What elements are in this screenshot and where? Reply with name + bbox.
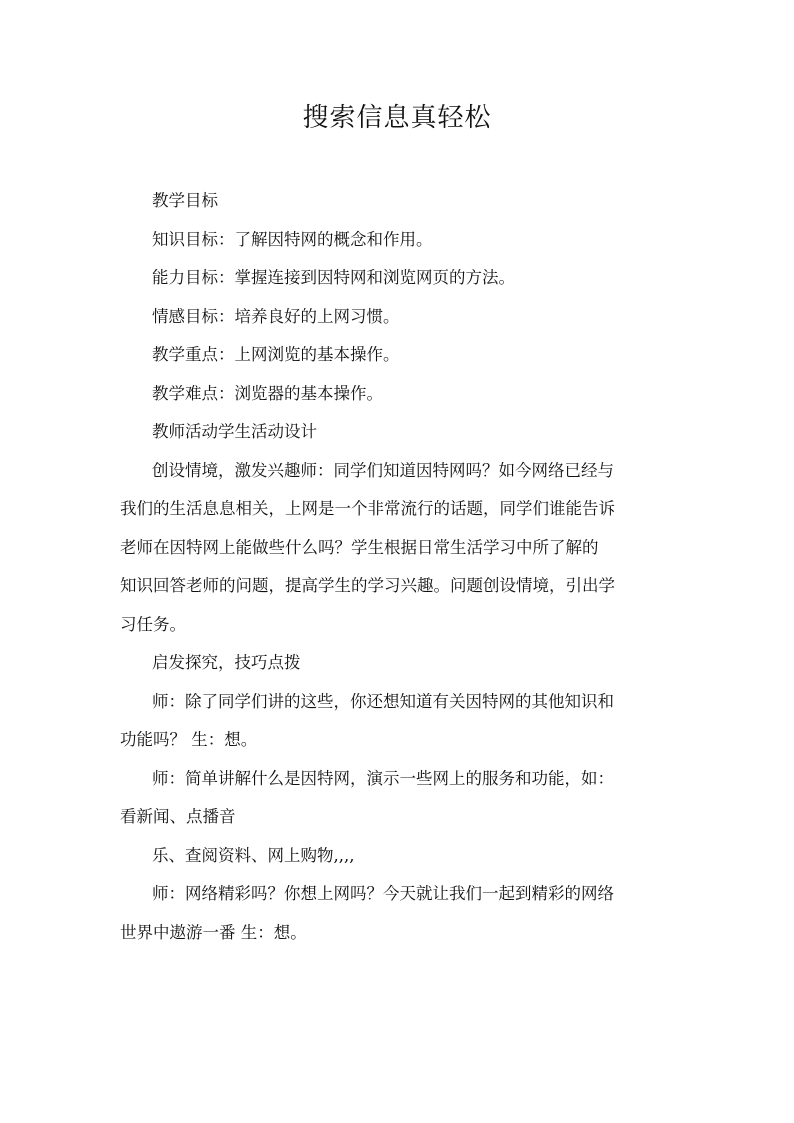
emotion-objective: 情感目标：培养良好的上网习惯。 (152, 306, 400, 326)
paragraph-line: 看新闻、点播音 (120, 807, 236, 826)
paragraph-line: 世界中遨游一番 生：想。 (120, 922, 307, 942)
section-heading-activities: 教师活动学生活动设计 (152, 422, 317, 441)
paragraph-line: 创设情境，激发兴趣师：同学们知道因特网吗？如今网络已经与 (152, 460, 614, 480)
document-body (120, 182, 680, 952)
paragraph-line: 我们的生活息息相关，上网是一个非常流行的话题，同学们谁能告诉 (120, 499, 615, 518)
section-heading-explore: 启发探究，技巧点拨 (152, 653, 301, 672)
teaching-focus: 教学重点：上网浏览的基本操作。 (152, 345, 400, 364)
document-title: 搜索信息真轻松 (302, 103, 492, 133)
ability-objective: 能力目标：掌握连接到因特网和浏览网页的方法。 (152, 268, 515, 287)
paragraph-line: 功能吗？ 生：想。 (120, 730, 258, 749)
knowledge-objective: 知识目标：了解因特网的概念和作用。 (152, 229, 433, 249)
paragraph-line: 师：网络精彩吗？你想上网吗？今天就让我们一起到精彩的网络 (152, 884, 614, 903)
paragraph-line: 习任务。 (120, 614, 186, 634)
section-heading-objectives: 教学目标 (152, 191, 218, 210)
paragraph-line: 师：除了同学们讲的这些，你还想知道有关因特网的其他知识和 (152, 691, 614, 711)
teaching-difficulty: 教学难点：浏览器的基本操作。 (152, 383, 383, 403)
paragraph-line: 知识回答老师的问题，提高学生的学习兴趣。问题创设情境，引出学 (120, 576, 615, 595)
paragraph-line: 师：简单讲解什么是因特网，演示一些网上的服务和功能，如： (152, 768, 614, 788)
paragraph-line: 乐、查阅资料、网上购物,,,, (152, 845, 355, 865)
paragraph-line: 老师在因特网上能做些什么吗？学生根据日常生活学习中所了解的 (120, 537, 599, 557)
